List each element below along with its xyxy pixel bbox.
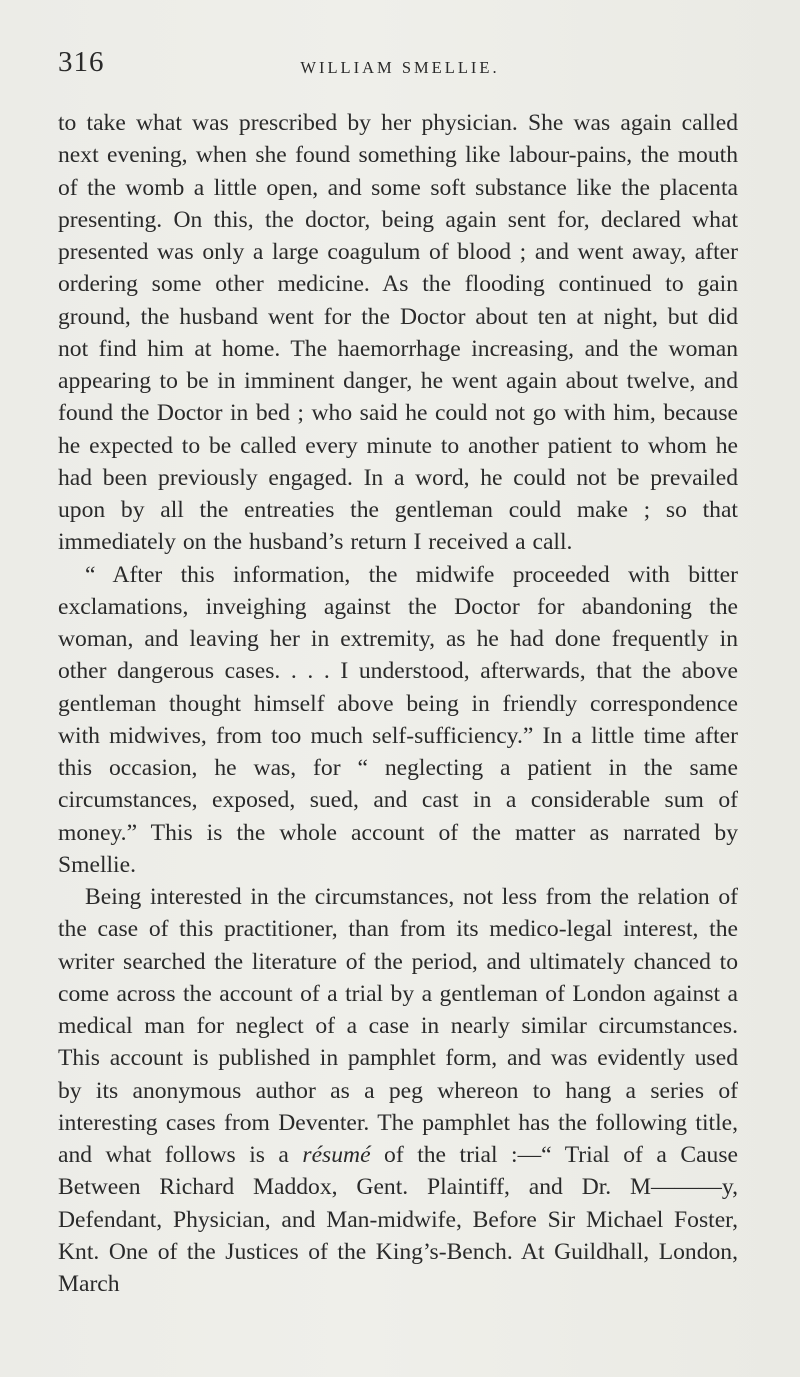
running-head [58, 46, 742, 86]
body-text [58, 107, 738, 1300]
italic-term-resume: résumé [302, 1142, 371, 1168]
paragraph-text-after-italic: of the trial :—“ Trial of a Cause Between Richard Maddox, Gent. Plaintiff, and Dr. M———y, Defendant, Physician, and Man-midwife, Before Sir Michael Foster, Knt. One of the Justices of the King’s-Bench. At Guildhall, London, March [58, 1142, 738, 1297]
paragraph-continued: to take what was prescribed by her physician. She was again called next evening, when she found something like labour-pains, the mouth of the womb a little open, and some soft substance like the placenta presenting. On this, the doctor, being again sent for, declared what presented was only a large coagulum of blood ; and went away, after ordering some other medicine. As the flooding continued to gain ground, the husband went for the Doctor about ten at night, but did not find him at home. The haemorrhage increasing, and the woman appearing to be in imminent danger, he went again about twelve, and found the Doctor in bed ; who said he could not go with him, because he expected to be called every minute to another patient to whom he had been previously engaged. In a word, he could not be prevailed upon by all the entreaties the gentleman could make ; so that immediately on the husband’s return I received a call. [58, 110, 738, 556]
paragraph-trial-account [58, 881, 738, 1300]
paragraph-text-before-italic: Being interested in the circumstances, not less from the relation of the case of this practitioner, than from its medico-legal interest, the writer searched the literature of the period, and ultimately chanced to come across the account of a trial by a gentleman of London against a medical man for neglect of a case in nearly similar circumstances. This account is published in pamphlet form, and was evidently used by its anonymous author as a peg whereon to hang a series of interesting cases from Deventer. The pamphlet has the following title, and what follows is a [58, 884, 738, 1168]
page-number: 316 [58, 46, 105, 78]
paragraph-quotation: “ After this information, the midwife proceeded with bitter exclamations, inveighing against the Doctor for abandoning the woman, and leaving her in extremity, as he had done frequently in other dangerous cases. . . . I understood, afterwards, that the above gentleman thought himself above being in friendly correspondence with midwives, from too much self-sufficiency.” In a little time after this occasion, he was, for “ neglecting a patient in the same circumstances, exposed, sued, and cast in a considerable sum of money.” This is the whole account of the matter as narrated by Smellie. [58, 561, 738, 878]
running-title: WILLIAM SMELLIE. [300, 58, 500, 77]
